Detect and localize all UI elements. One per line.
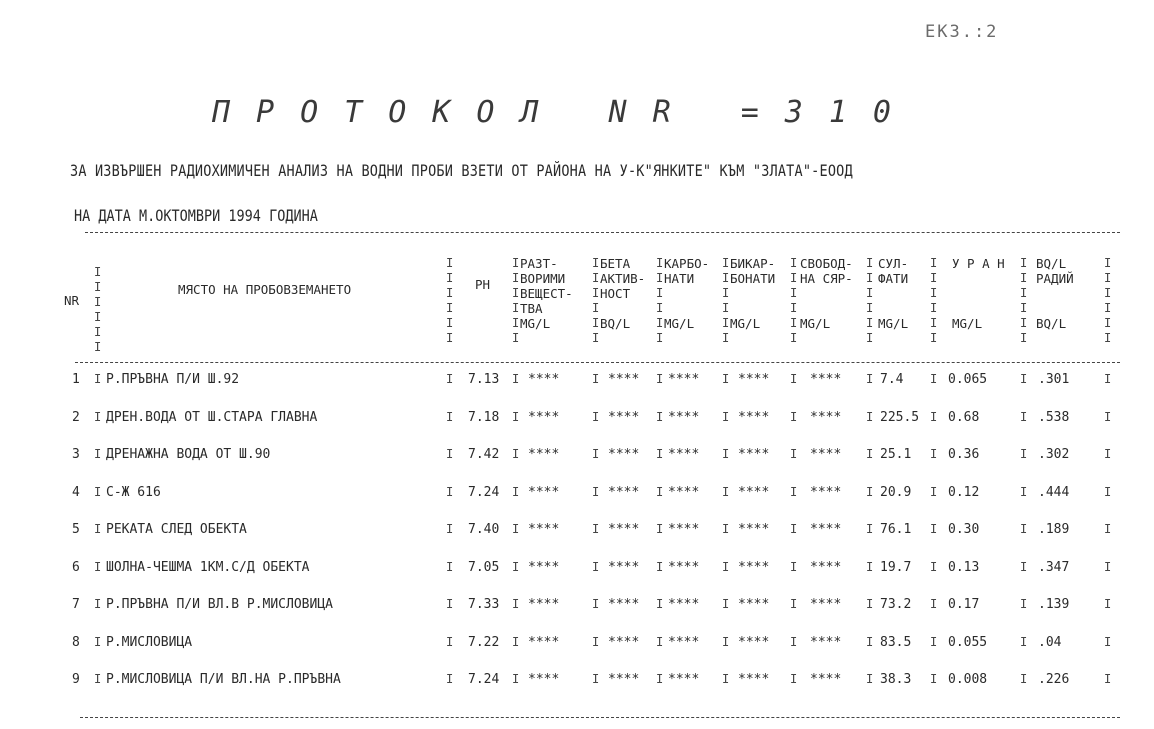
cell-raz: **** (528, 559, 560, 575)
column-separator: I (866, 447, 874, 461)
cell-radii: .226 (1038, 672, 1070, 687)
column-separator: I (1020, 634, 1028, 649)
header-ph: PH (475, 277, 491, 292)
column-separator: I (446, 559, 454, 574)
cell-raz: **** (528, 672, 560, 687)
column-separator: I (512, 559, 520, 574)
cell-beta: **** (608, 447, 640, 462)
cell-ph: 7.13 (468, 372, 500, 387)
cell-beta: **** (608, 634, 640, 650)
cell-raz: **** (528, 409, 560, 425)
cell-place: Р.МИСЛОВИЦА П/И ВЛ.НА Р.ПРЪВНА (106, 672, 341, 687)
cell-bik: **** (738, 597, 770, 612)
column-separator: I (592, 484, 600, 499)
column-separator: I (656, 484, 664, 499)
column-separator: I (1104, 522, 1112, 536)
cell-place: Р.МИСЛОВИЦА (106, 634, 193, 650)
cell-place: ДРЕН.ВОДА ОТ Ш.СТАРА ГЛАВНА (106, 409, 318, 425)
column-separator: I (512, 447, 520, 461)
column-separator: I (790, 484, 798, 499)
column-separator: I (1020, 522, 1028, 536)
header-bicarbonates: БИКАР- БОНАТИ MG/L (730, 256, 776, 331)
column-separator: I (722, 409, 730, 424)
cell-karb: **** (668, 672, 700, 687)
column-separator: I (94, 559, 102, 574)
header-carbonates: КАРБО- НАТИ MG/L (664, 256, 710, 331)
cell-place: Р.ПРЪВНА П/И Ш.92 (106, 372, 240, 387)
column-separator: I (866, 484, 874, 499)
column-separator: I (930, 559, 938, 574)
cell-bik: **** (738, 522, 770, 537)
cell-sul: 83.5 (880, 634, 912, 650)
cell-ph: 7.33 (468, 597, 500, 612)
cell-uran: 0.13 (948, 559, 980, 575)
column-separator: I (930, 522, 938, 536)
column-separator: I (1104, 672, 1112, 686)
cell-karb: **** (668, 522, 700, 537)
header-free-sulphur: СВОБОД- НА СЯР- MG/L (800, 256, 853, 331)
cell-radii: .444 (1038, 484, 1070, 500)
column-separator: I (512, 522, 520, 536)
cell-svob: **** (810, 447, 842, 462)
cell-beta: **** (608, 522, 640, 537)
table-row (0, 410, 1154, 440)
column-separator: I (722, 634, 730, 649)
cell-ph: 7.18 (468, 409, 500, 425)
cell-bik: **** (738, 372, 770, 387)
cell-ph: 7.42 (468, 447, 500, 462)
column-separator: I (94, 672, 102, 686)
header-separator: I I I I I I (446, 256, 454, 345)
column-separator: I (94, 409, 102, 424)
cell-svob: **** (810, 597, 842, 612)
cell-sul: 20.9 (880, 484, 912, 500)
column-separator: I (1104, 484, 1112, 499)
cell-beta: **** (608, 597, 640, 612)
cell-bik: **** (738, 447, 770, 462)
cell-ph: 7.05 (468, 559, 500, 575)
column-separator: I (512, 634, 520, 649)
column-separator: I (722, 559, 730, 574)
header-separator: I I I I I I (1104, 256, 1112, 345)
column-separator: I (592, 597, 600, 611)
column-separator: I (930, 447, 938, 461)
column-separator: I (94, 634, 102, 649)
column-separator: I (1104, 597, 1112, 611)
column-separator: I (446, 597, 454, 611)
header-separator: I I I I I I (512, 256, 520, 345)
column-separator: I (512, 484, 520, 499)
column-separator: I (930, 597, 938, 611)
column-separator: I (656, 672, 664, 686)
column-separator: I (446, 372, 454, 386)
column-separator: I (722, 484, 730, 499)
column-separator: I (722, 372, 730, 386)
column-separator: I (790, 672, 798, 686)
column-separator: I (94, 484, 102, 499)
cell-raz: **** (528, 484, 560, 500)
cell-num: 6 (72, 559, 80, 575)
column-separator: I (866, 672, 874, 686)
column-separator: I (656, 447, 664, 461)
cell-radii: .189 (1038, 522, 1070, 537)
cell-place: ДРЕНАЖНА ВОДА ОТ Ш.90 (106, 447, 271, 462)
column-separator: I (866, 372, 874, 386)
cell-num: 3 (72, 447, 80, 462)
column-separator: I (790, 409, 798, 424)
cell-uran: 0.36 (948, 447, 980, 462)
column-separator: I (1104, 634, 1112, 649)
column-separator: I (790, 522, 798, 536)
column-separator: I (512, 409, 520, 424)
column-separator: I (790, 597, 798, 611)
column-separator: I (1020, 559, 1028, 574)
column-separator: I (790, 559, 798, 574)
cell-num: 8 (72, 634, 80, 650)
cell-sul: 25.1 (880, 447, 912, 462)
header-separator: I I I I I I (866, 256, 874, 345)
table-row (0, 522, 1154, 552)
cell-svob: **** (810, 559, 842, 575)
cell-radii: .04 (1038, 634, 1062, 650)
column-separator: I (592, 672, 600, 686)
cell-bik: **** (738, 672, 770, 687)
cell-beta: **** (608, 409, 640, 425)
table-row (0, 635, 1154, 665)
column-separator: I (656, 409, 664, 424)
cell-bik: **** (738, 634, 770, 650)
cell-ph: 7.22 (468, 634, 500, 650)
cell-raz: **** (528, 372, 560, 387)
table-row (0, 560, 1154, 590)
cell-radii: .301 (1038, 372, 1070, 387)
column-separator: I (446, 522, 454, 536)
column-separator: I (790, 634, 798, 649)
cell-place: Р.ПРЪВНА П/И ВЛ.В Р.МИСЛОВИЦА (106, 597, 333, 612)
cell-svob: **** (810, 484, 842, 500)
cell-karb: **** (668, 634, 700, 650)
cell-radii: .347 (1038, 559, 1070, 575)
column-separator: I (866, 634, 874, 649)
header-separator: I I I I I I (1020, 256, 1028, 345)
column-separator: I (930, 672, 938, 686)
header-uranium: У Р А Н MG/L (952, 256, 1005, 331)
column-separator: I (866, 409, 874, 424)
column-separator: I (1020, 484, 1028, 499)
column-separator: I (446, 634, 454, 649)
cell-beta: **** (608, 372, 640, 387)
cell-karb: **** (668, 372, 700, 387)
header-separator: I I I I I I (930, 256, 938, 345)
header-separator: I I I I I I (94, 265, 102, 354)
column-separator: I (1020, 409, 1028, 424)
copy-number: ЕКЗ.:2 (925, 22, 999, 42)
cell-num: 1 (72, 372, 80, 387)
header-separator: I I I I I I (592, 256, 600, 345)
column-separator: I (1020, 597, 1028, 611)
cell-raz: **** (528, 522, 560, 537)
cell-uran: 0.055 (948, 634, 988, 650)
cell-uran: 0.17 (948, 597, 980, 612)
cell-place: РЕКАТА СЛЕД ОБЕКТА (106, 522, 247, 537)
cell-sul: 38.3 (880, 672, 912, 687)
column-separator: I (656, 597, 664, 611)
column-separator: I (790, 372, 798, 386)
cell-num: 2 (72, 409, 80, 425)
column-separator: I (94, 447, 102, 461)
column-separator: I (790, 447, 798, 461)
column-separator: I (930, 484, 938, 499)
column-separator: I (446, 672, 454, 686)
cell-raz: **** (528, 634, 560, 650)
column-separator: I (512, 672, 520, 686)
column-separator: I (1104, 447, 1112, 461)
cell-beta: **** (608, 672, 640, 687)
date-line: НА ДАТА М.ОКТОМВРИ 1994 ГОДИНА (74, 207, 318, 226)
cell-uran: 0.68 (948, 409, 980, 425)
table-top-rule (85, 232, 1120, 233)
protocol-subtitle: ЗА ИЗВЪРШЕН РАДИОХИМИЧЕН АНАЛИЗ НА ВОДНИ ПРОБИ ВЗЕТИ ОТ РАЙОНА НА У-К"ЯНКИТЕ" КЪМ "ЗЛАТА"-ЕООД (70, 162, 853, 181)
cell-svob: **** (810, 372, 842, 387)
cell-bik: **** (738, 409, 770, 425)
column-separator: I (446, 409, 454, 424)
cell-ph: 7.24 (468, 672, 500, 687)
cell-num: 5 (72, 522, 80, 537)
cell-svob: **** (810, 672, 842, 687)
column-separator: I (656, 372, 664, 386)
cell-uran: 0.008 (948, 672, 988, 687)
column-separator: I (866, 597, 874, 611)
cell-sul: 225.5 (880, 409, 920, 425)
cell-karb: **** (668, 559, 700, 575)
column-separator: I (592, 409, 600, 424)
table-row (0, 597, 1154, 627)
cell-svob: **** (810, 522, 842, 537)
column-separator: I (930, 372, 938, 386)
cell-ph: 7.24 (468, 484, 500, 500)
header-place: МЯСТО НА ПРОБОВЗЕМАНЕТО (178, 282, 352, 297)
cell-uran: 0.12 (948, 484, 980, 500)
column-separator: I (656, 522, 664, 536)
column-separator: I (722, 522, 730, 536)
cell-uran: 0.30 (948, 522, 980, 537)
column-separator: I (656, 559, 664, 574)
table-row (0, 447, 1154, 477)
column-separator: I (1020, 372, 1028, 386)
column-separator: I (1104, 372, 1112, 386)
column-separator: I (656, 634, 664, 649)
cell-beta: **** (608, 559, 640, 575)
cell-sul: 7.4 (880, 372, 904, 387)
header-separator: I I I I I I (790, 256, 798, 345)
header-separator: I I I I I I (656, 256, 664, 345)
cell-radii: .538 (1038, 409, 1070, 425)
column-separator: I (866, 522, 874, 536)
column-separator: I (592, 522, 600, 536)
protocol-title: ПРОТОКОЛ NR =310 (212, 95, 917, 130)
cell-num: 4 (72, 484, 80, 500)
column-separator: I (722, 597, 730, 611)
cell-bik: **** (738, 484, 770, 500)
cell-sul: 73.2 (880, 597, 912, 612)
header-radium: BQ/L РАДИЙ BQ/L (1036, 256, 1074, 331)
cell-radii: .139 (1038, 597, 1070, 612)
column-separator: I (94, 522, 102, 536)
header-bottom-rule (75, 362, 1120, 363)
cell-beta: **** (608, 484, 640, 500)
cell-place: С-Ж 616 (106, 484, 161, 500)
column-separator: I (94, 372, 102, 386)
column-separator: I (722, 447, 730, 461)
cell-radii: .302 (1038, 447, 1070, 462)
column-separator: I (592, 372, 600, 386)
cell-karb: **** (668, 597, 700, 612)
column-separator: I (930, 409, 938, 424)
cell-karb: **** (668, 484, 700, 500)
column-separator: I (1020, 447, 1028, 461)
column-separator: I (1104, 409, 1112, 424)
cell-bik: **** (738, 559, 770, 575)
column-separator: I (1104, 559, 1112, 574)
cell-num: 9 (72, 672, 80, 687)
cell-svob: **** (810, 409, 842, 425)
cell-svob: **** (810, 634, 842, 650)
cell-uran: 0.065 (948, 372, 988, 387)
column-separator: I (446, 484, 454, 499)
cell-place: ШОЛНА-ЧЕШМА 1КМ.С/Д ОБЕКТА (106, 559, 310, 575)
header-nr: NR (64, 293, 80, 308)
column-separator: I (930, 634, 938, 649)
column-separator: I (512, 372, 520, 386)
column-separator: I (866, 559, 874, 574)
header-sulphates: СУЛ- ФАТИ MG/L (878, 256, 909, 331)
cell-sul: 19.7 (880, 559, 912, 575)
cell-karb: **** (668, 447, 700, 462)
header-separator: I I I I I I (722, 256, 730, 345)
cell-raz: **** (528, 447, 560, 462)
column-separator: I (1020, 672, 1028, 686)
column-separator: I (512, 597, 520, 611)
header-beta-activity: БЕТА АКТИВ- НОСТ BQ/L (600, 256, 646, 331)
table-bottom-rule (80, 717, 1120, 718)
cell-raz: **** (528, 597, 560, 612)
cell-karb: **** (668, 409, 700, 425)
column-separator: I (446, 447, 454, 461)
column-separator: I (592, 447, 600, 461)
column-separator: I (722, 672, 730, 686)
cell-ph: 7.40 (468, 522, 500, 537)
cell-sul: 76.1 (880, 522, 912, 537)
column-separator: I (592, 559, 600, 574)
column-separator: I (592, 634, 600, 649)
cell-num: 7 (72, 597, 80, 612)
table-row (0, 672, 1154, 702)
table-row (0, 485, 1154, 515)
column-separator: I (94, 597, 102, 611)
table-row (0, 372, 1154, 402)
header-dissolved-solids: РАЗТ- ВОРИМИ ВЕЩЕСТ- ТВА MG/L (520, 256, 573, 331)
